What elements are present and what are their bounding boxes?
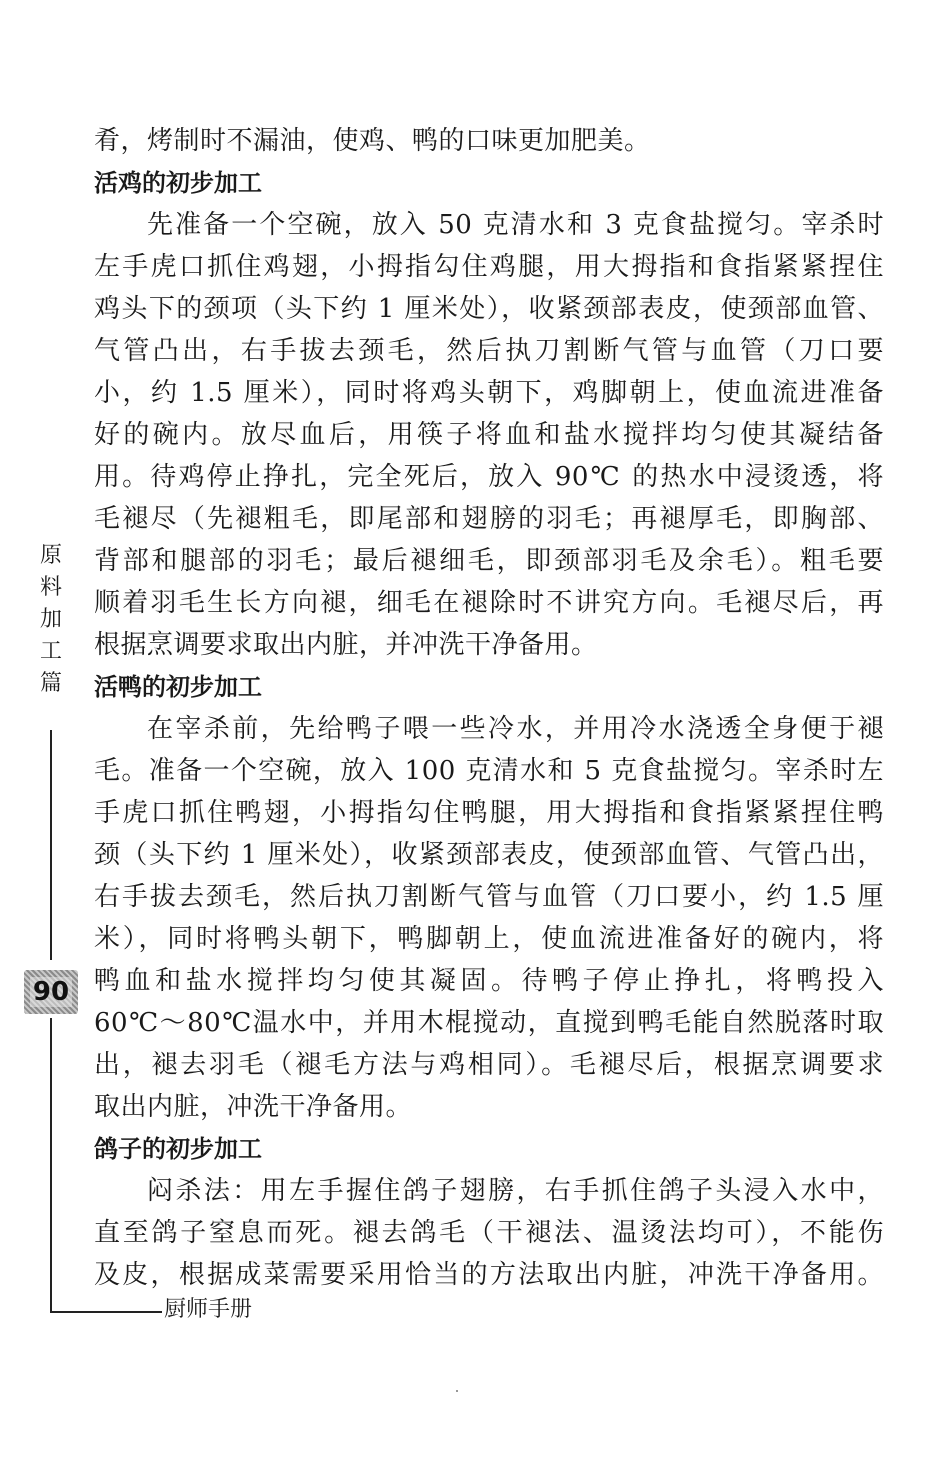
paragraph-line: 根据烹调要求取出内脏，并冲洗干净备用。 xyxy=(94,630,598,660)
paragraph-line: 毛。准备一个空碗，放入 100 克清水和 5 克食盐搅匀。宰杀时左 xyxy=(94,756,884,786)
paragraph-line: 左手虎口抓住鸡翅，小拇指勾住鸡腿，用大拇指和食指紧紧捏住 xyxy=(94,252,884,282)
paragraph-line: 用。待鸡停止挣扎，完全死后，放入 90℃ 的热水中浸烫透，将 xyxy=(94,462,884,492)
section-char: 工 xyxy=(39,639,62,664)
paragraph-line: 好的碗内。放尽血后，用筷子将血和盐水搅拌均匀使其凝结备 xyxy=(94,420,884,450)
section-char: 料 xyxy=(39,575,62,600)
paragraph-line: 鸭血和盐水搅拌均匀使其凝固。待鸭子停止挣扎，将鸭投入 xyxy=(94,966,884,996)
body-text xyxy=(94,120,884,1296)
paragraph-line: 毛褪尽（先褪粗毛，即尾部和翅膀的羽毛；再褪厚毛，即胸部、 xyxy=(94,504,884,534)
paragraph-line: 背部和腿部的羽毛；最后褪细毛，即颈部羽毛及余毛）。粗毛要 xyxy=(94,546,884,576)
scan-speck xyxy=(456,1390,458,1392)
section-char: 加 xyxy=(39,607,62,632)
paragraph-line: 出，褪去羽毛（褪毛方法与鸡相同）。毛褪尽后，根据烹调要求 xyxy=(94,1050,884,1080)
margin-rule-bottom xyxy=(50,1018,52,1312)
margin-rule-top xyxy=(50,730,52,960)
paragraph-line: 顺着羽毛生长方向褪，细毛在褪除时不讲究方向。毛褪尽后，再 xyxy=(94,588,884,618)
paragraph-line: 米），同时将鸭头朝下，鸭脚朝上，使血流进准备好的碗内，将 xyxy=(94,924,884,954)
paragraph-line: 及皮，根据成菜需要采用恰当的方法取出内脏，冲洗干净备用。 xyxy=(94,1260,884,1290)
paragraph-line: 鸡头下的颈项（头下约 1 厘米处），收紧颈部表皮，使颈部血管、 xyxy=(94,294,884,324)
running-footer-title: 厨师手册 xyxy=(164,1297,253,1322)
paragraph-line: 右手拔去颈毛，然后执刀割断气管与血管（刀口要小，约 1.5 厘 xyxy=(94,882,884,912)
section-heading: 活鸡的初步加工 xyxy=(94,169,262,197)
page-number: 90 xyxy=(30,977,72,1007)
paragraph-line: 取出内脏，冲洗干净备用。 xyxy=(94,1092,413,1122)
section-heading: 活鸭的初步加工 xyxy=(94,673,262,701)
section-heading: 鸽子的初步加工 xyxy=(94,1135,262,1163)
paragraph-line: 气管凸出，右手拔去颈毛，然后执刀割断气管与血管（刀口要 xyxy=(94,336,884,366)
section-char: 篇 xyxy=(39,671,62,696)
paragraph-line: 颈（头下约 1 厘米处），收紧颈部表皮，使颈部血管、气管凸出， xyxy=(94,840,884,870)
paragraph-line: 肴，烤制时不漏油，使鸡、鸭的口味更加肥美。 xyxy=(94,126,651,156)
footer-rule xyxy=(50,1311,162,1313)
paragraph-line: 手虎口抓住鸭翅，小拇指勾住鸭腿，用大拇指和食指紧紧捏住鸭 xyxy=(94,798,884,828)
page-number-badge xyxy=(24,970,78,1014)
paragraph-line: 小，约 1.5 厘米），同时将鸡头朝下，鸡脚朝上，使血流进准备 xyxy=(94,378,884,408)
section-char: 原 xyxy=(39,543,62,568)
paragraph-line: 闷杀法：用左手握住鸽子翅膀，右手抓住鸽子头浸入水中， xyxy=(147,1176,884,1206)
paragraph-line: 直至鸽子窒息而死。褪去鸽毛（干褪法、温烫法均可），不能伤 xyxy=(94,1218,884,1248)
section-label xyxy=(36,540,66,700)
paragraph-line: 先准备一个空碗，放入 50 克清水和 3 克食盐搅匀。宰杀时 xyxy=(147,210,884,240)
paragraph-line: 60℃～80℃温水中，并用木棍搅动，直搅到鸭毛能自然脱落时取 xyxy=(94,1008,884,1038)
paragraph-line: 在宰杀前，先给鸭子喂一些冷水，并用冷水浇透全身便于褪 xyxy=(147,714,884,744)
